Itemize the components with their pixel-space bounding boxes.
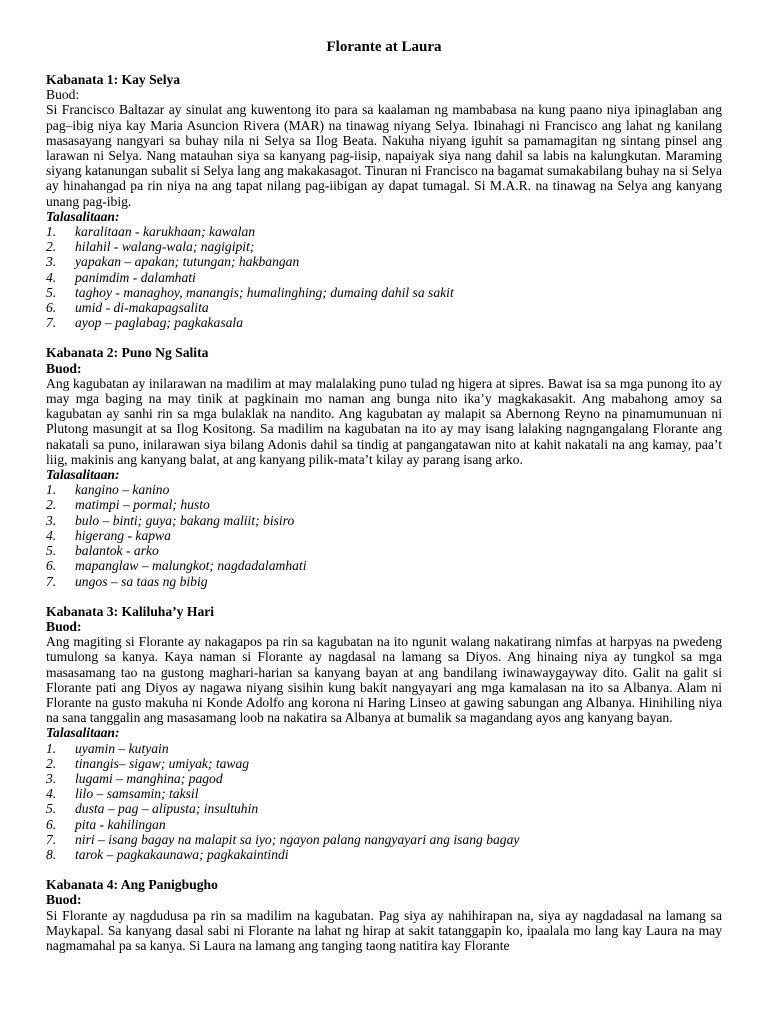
vocabulary-number: 7.	[46, 573, 57, 589]
chapter-section	[46, 604, 722, 862]
vocabulary-number: 6.	[46, 558, 57, 574]
document-title: Florante at Laura	[326, 39, 442, 55]
vocabulary-number: 5.	[46, 801, 57, 817]
buod-label: Buod:	[46, 618, 82, 634]
vocabulary-item	[46, 786, 722, 801]
vocabulary-list	[46, 741, 722, 863]
vocabulary-definition: ayop – paglabag; pagkakasala	[75, 315, 244, 331]
vocabulary-definition: niri – isang bagay na malapit sa iyo; ngayon palang nangyayari ang isang bagay	[75, 831, 520, 847]
vocabulary-item	[46, 300, 722, 315]
vocabulary-definition: umid - di-makapagsalita	[75, 300, 209, 316]
talasalitaan-label: Talasalitaan:	[46, 208, 120, 224]
vocabulary-item	[46, 817, 722, 832]
vocabulary-number: 5.	[46, 543, 57, 559]
vocabulary-definition: panimdim - dalamhati	[75, 269, 196, 285]
vocabulary-number: 5.	[46, 284, 57, 300]
vocabulary-definition: higerang - kapwa	[75, 527, 171, 543]
vocabulary-item	[46, 239, 722, 254]
vocabulary-definition: bulo – binti; guya; bakang maliit; bisiro	[75, 512, 295, 528]
vocabulary-number: 4.	[46, 527, 57, 543]
vocabulary-item	[46, 497, 722, 512]
vocabulary-item	[46, 741, 722, 756]
vocabulary-definition: tinangis– sigaw; umiyak; tawag	[75, 755, 250, 771]
vocabulary-number: 3.	[46, 770, 57, 786]
vocabulary-number: 3.	[46, 254, 57, 270]
chapter-section	[46, 345, 722, 588]
vocabulary-number: 4.	[46, 269, 57, 285]
vocabulary-item	[46, 558, 722, 573]
vocabulary-number: 6.	[46, 816, 57, 832]
vocabulary-definition: balantok - arko	[75, 543, 159, 559]
vocabulary-number: 3.	[46, 512, 57, 528]
vocabulary-list	[46, 224, 722, 330]
buod-label: Buod:	[46, 360, 82, 376]
vocabulary-item	[46, 771, 722, 786]
vocabulary-item	[46, 543, 722, 558]
chapters-container	[46, 72, 722, 953]
vocabulary-number: 4.	[46, 786, 57, 802]
vocabulary-definition: pita - kahilingan	[75, 816, 166, 832]
vocabulary-item	[46, 832, 722, 847]
vocabulary-number: 1.	[46, 740, 57, 756]
vocabulary-item	[46, 756, 722, 771]
chapter-heading: Kabanata 2: Puno Ng Salita	[46, 345, 209, 361]
chapter-summary: Ang kagubatan ay inilarawan na madilim at may malalaking puno tulad ng higera at sipres. Bawat isa sa mga punong ito ay may mga baging na may tinik at pagkinain mo naman ang bunga nito ika’y magkakasakit. Ang mabahong amoy sa kagubatan ay sanhi rin sa mga bulaklak na nandito. Ang kagubatan ay malapit sa Abernong Reyno na pinamumunuan ni Plutong masungit at sa Ilog Kositong. Sa madilim na kagubatan na ito ay may isang lalaking nagngangalang Florante ang nakatali sa puno, inilarawan siya bilang Adonis dahil sa tindig at pangangatawan nito at kahit nakatali na ang kamay, paa’t liig, makinis ang kanyang balat, at ang kanyang pilik-mata’t kilay ay parang isang arko.	[46, 375, 722, 467]
chapter-section	[46, 72, 722, 330]
chapter-section	[46, 877, 722, 953]
vocabulary-definition: lugami – manghina; pagod	[75, 770, 223, 786]
vocabulary-definition: ungos – sa taas ng bibig	[75, 573, 208, 589]
buod-label: Buod:	[46, 892, 82, 908]
vocabulary-definition: matimpi – pormal; husto	[75, 497, 210, 513]
talasalitaan-label: Talasalitaan:	[46, 467, 120, 483]
vocabulary-item	[46, 270, 722, 285]
vocabulary-item	[46, 315, 722, 330]
vocabulary-number: 1.	[46, 482, 57, 498]
vocabulary-definition: dusta – pag – alipusta; insultuhin	[75, 801, 259, 817]
vocabulary-number: 1.	[46, 224, 57, 240]
vocabulary-definition: taghoy - managhoy, manangis; humalinghing; dumaing dahil sa sakit	[75, 284, 454, 300]
vocabulary-definition: uyamin – kutyain	[75, 740, 169, 756]
vocabulary-definition: lilo – samsamin; taksil	[75, 786, 199, 802]
vocabulary-item	[46, 285, 722, 300]
vocabulary-number: 6.	[46, 300, 57, 316]
talasalitaan-label: Talasalitaan:	[46, 725, 120, 741]
vocabulary-definition: yapakan – apakan; tutungan; hakbangan	[75, 254, 300, 270]
buod-label: Buod:	[46, 87, 80, 103]
chapter-heading: Kabanata 1: Kay Selya	[46, 72, 181, 87]
vocabulary-item	[46, 513, 722, 528]
vocabulary-definition: mapanglaw – malungkot; nagdadalamhati	[75, 558, 307, 574]
vocabulary-number: 2.	[46, 755, 57, 771]
vocabulary-item	[46, 801, 722, 816]
chapter-heading: Kabanata 3: Kaliluha’y Hari	[46, 603, 215, 619]
vocabulary-number: 2.	[46, 497, 57, 513]
vocabulary-number: 7.	[46, 315, 57, 331]
vocabulary-number: 2.	[46, 239, 57, 255]
chapter-summary: Si Francisco Baltazar ay sinulat ang kuwentong ito para sa kaalaman ng mambabasa na kung paano niya ipinaglaban ang pag–ibig niya kay Maria Asuncion Rivera (MAR) na tinawag niyang Selya. Ibinahagi ni Francisco ang lahat ng kanilang masasayang nangyari sa buhay nila ni Selya sa Ilog Beata. Nakuha niyang iguhit sa pamamagitan ng sintang pinsel ang larawan ni Selya. Nang matauhan siya sa kanyang pag-iisip, napaiyak siya nang dahil sa labis na kalungkutan. Maraming siyang katanungan subalit si Selya lang ang makakasagot. Tinuran ni Francisco na bagamat sumakabilang buhay na si Selya ay hinahangad pa rin niya na ang tapat nilang pag-iibigan ay dapat tumagal. Si M.A.R. na tinawag na Selya ang kanyang unang pag-ibig.	[46, 102, 722, 209]
vocabulary-item	[46, 528, 722, 543]
vocabulary-item	[46, 574, 722, 589]
chapter-summary: Ang magiting si Florante ay nakagapos pa rin sa kagubatan na ito ngunit walang nakatirang nimfas at harpyas na pwedeng tumulong sa kanya. Kaya naman si Florante ay nagdasal na lamang sa Diyos. Ang hinaing niya ay tungkol sa mga masasamang tao na gustong maghari-harian sa kanyang bayan at ang bandilang iwinawaygayway dito. Galit na galit si Florante pati ang Diyos ay nagawa niyang sisihin kung bakit nangyayari ang mga kamalasan na ito sa Albanya. Alam ni Florante na gusto makuha ni Konde Adolfo ang korona ni Haring Linseo at gawing sabungan ang Albanya. Hinihiling niya na sana tanggalin ang masasamang loob na nakatira sa Albanya at bumalik sa magandang ayos ang kanyang bayan.	[46, 634, 722, 726]
vocabulary-item	[46, 254, 722, 269]
vocabulary-definition: hilahil - walang-wala; nagigipit;	[75, 239, 255, 255]
vocabulary-definition: kangino – kanino	[75, 482, 170, 498]
vocabulary-list	[46, 482, 722, 588]
vocabulary-item	[46, 482, 722, 497]
vocabulary-definition: tarok – pagkakaunawa; pagkakaintindi	[75, 846, 289, 862]
vocabulary-number: 7.	[46, 831, 57, 847]
vocabulary-definition: karalitaan - karukhaan; kawalan	[75, 224, 256, 240]
vocabulary-item	[46, 847, 722, 862]
chapter-summary: Si Florante ay nagdudusa pa rin sa madilim na kagubatan. Pag siya ay nahihirapan na, siya ay nagdadasal na lamang sa Maykapal. Sa kanyang dasal sabi ni Florante na lahat ng hirap at sakit tatanggapin ko, ipaalala mo lang kay Laura na may nagmamahal pa sa kanya. Si Laura na lamang ang tanging taong natitira kay Florante	[46, 907, 722, 953]
chapter-heading: Kabanata 4: Ang Panigbugho	[46, 877, 218, 893]
vocabulary-item	[46, 224, 722, 239]
vocabulary-number: 8.	[46, 846, 57, 862]
